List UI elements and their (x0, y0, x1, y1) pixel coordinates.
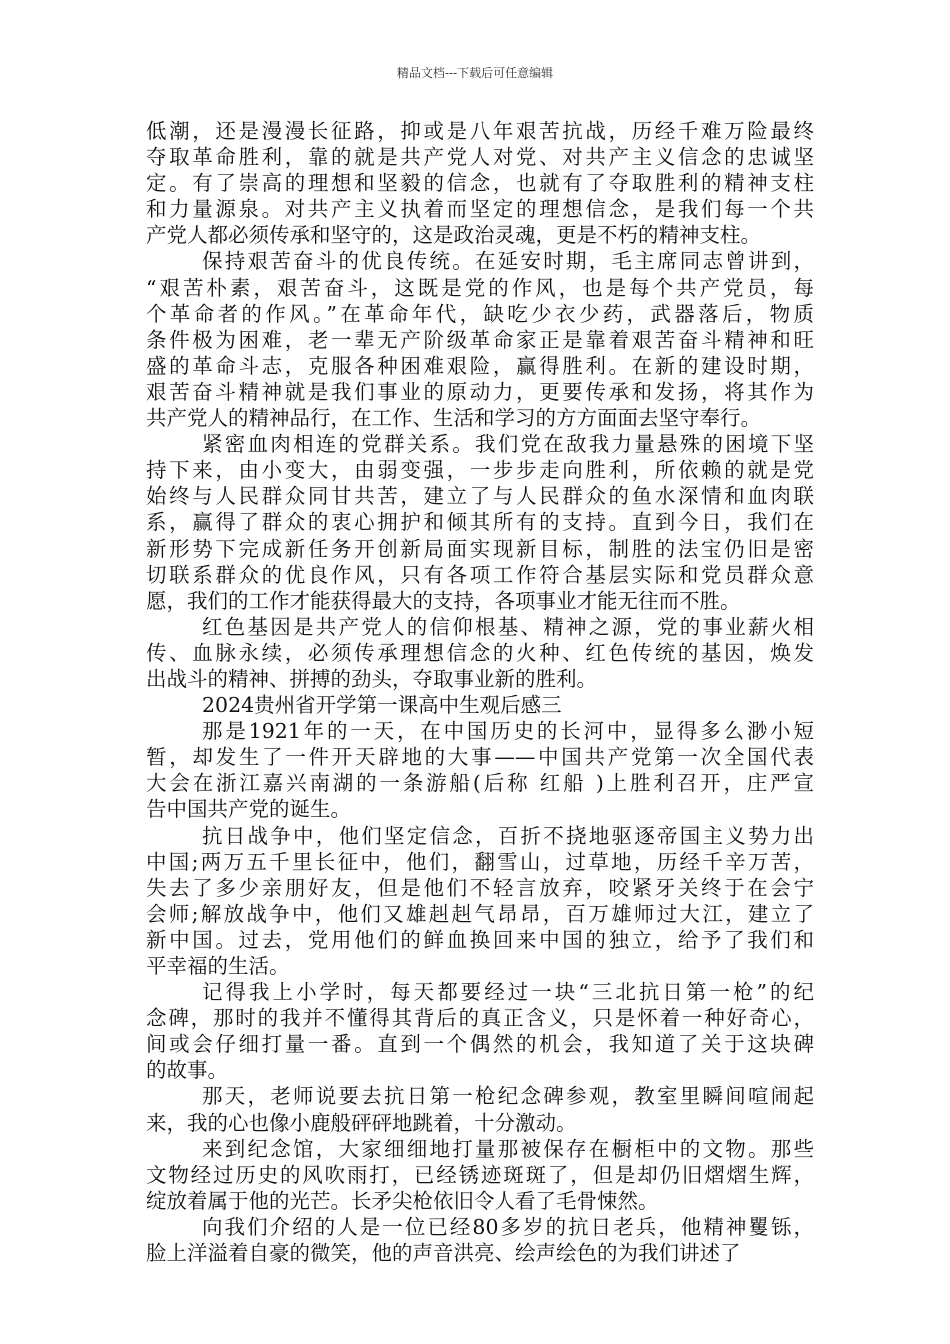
text-line: 间或会仔细打量一番。直到一个偶然的机会，我知道了关于这块碑 (146, 1032, 814, 1057)
text-line: 那是1921年的一天，在中国历史的长河中，显得多么渺小短 (202, 719, 814, 744)
paragraph (146, 979, 814, 1083)
paragraph (146, 614, 814, 692)
text-line: 艰苦奋斗精神就是我们事业的原动力，更要传承和发扬，将其作为 (146, 379, 814, 404)
text-line: 红色基因是共产党人的信仰根基、精神之源，党的事业薪火相 (202, 614, 814, 639)
text-line: 失去了多少亲朋好友，但是他们不轻言放弃，咬紧牙关终于在会宁 (146, 875, 814, 900)
text-line: 条件极为困难，老一辈无产阶级革命家正是靠着艰苦奋斗精神和旺 (146, 327, 814, 352)
text-line: 产党人都必须传承和坚守的，这是政治灵魂，更是不朽的精神支柱。 (146, 223, 761, 248)
text-line: 告中国共产党的诞生。 (146, 797, 351, 822)
text-line: 和力量源泉。对共产主义执着而坚定的理想信念，是我们每一个共 (146, 197, 814, 222)
text-line: 传、血脉永续，必须传承理想信念的火种、红色传统的基因，焕发 (146, 640, 814, 665)
text-line: 中国;两万五千里长征中，他们，翻雪山，过草地，历经千辛万苦， (146, 849, 814, 874)
paragraph (146, 823, 814, 980)
text-line: 文物经过历史的风吹雨打，已经锈迹斑斑了，但是却仍旧熠熠生辉， (146, 1162, 814, 1187)
paragraph (146, 1214, 814, 1266)
text-line: 盛的革命斗志，克服各种困难艰险，赢得胜利。在新的建设时期， (146, 353, 814, 378)
paragraph (146, 1136, 814, 1214)
text-line: 抗日战争中，他们坚定信念，百折不挠地驱逐帝国主义势力出 (202, 823, 814, 848)
text-line: 个革命者的作风。”在革命年代，缺吃少衣少药，武器落后，物质 (146, 301, 814, 326)
text-line: “艰苦朴素，艰苦奋斗，这既是党的作风，也是每个共产党员，每 (146, 275, 814, 300)
text-line: 新形势下完成新任务开创新局面实现新目标，制胜的法宝仍旧是密 (146, 536, 814, 561)
text-line: 始终与人民群众同甘共苦，建立了与人民群众的鱼水深情和血肉联 (146, 484, 814, 509)
text-line: 低潮，还是漫漫长征路，抑或是八年艰苦抗战，历经千难万险最终 (146, 119, 814, 143)
text-line: 持下来，由小变大，由弱变强，一步步走向胜利，所依赖的就是党 (146, 458, 814, 483)
text-line: 来到纪念馆，大家细细地打量那被保存在橱柜中的文物。那些 (202, 1136, 814, 1161)
text-line: 平幸福的生活。 (146, 954, 290, 978)
paragraph (146, 431, 814, 614)
document-body (146, 118, 814, 1266)
text-line: 大会在浙江嘉兴南湖的一条游船(后称 红船 )上胜利召开，庄严宣 (146, 771, 814, 796)
text-line: 记得我上小学时，每天都要经过一块“三北抗日第一枪”的纪 (202, 980, 814, 1005)
paragraph (146, 118, 814, 248)
paragraph (146, 248, 814, 431)
text-line: 来，我的心也像小鹿般砰砰地跳着，十分激动。 (146, 1110, 577, 1135)
paragraph (146, 692, 814, 718)
text-line: 保持艰苦奋斗的优良传统。在延安时期，毛主席同志曾讲到， (202, 249, 814, 274)
text-line: 暂，却发生了一件开天辟地的大事——中国共产党第一次全国代表 (146, 745, 814, 770)
text-line: 共产党人的精神品行，在工作、生活和学习的方方面面去坚守奉行。 (146, 406, 761, 431)
text-line: 绽放着属于他的光芒。长矛尖枪依旧令人看了毛骨悚然。 (146, 1188, 659, 1213)
text-line: 念碑，那时的我并不懂得其背后的真正含义，只是怀着一种好奇心， (146, 1006, 814, 1031)
text-line: 2024贵州省开学第一课高中生观后感三 (202, 693, 562, 718)
text-line: 系，赢得了群众的衷心拥护和倾其所有的支持。直到今日，我们在 (146, 510, 814, 535)
paragraph (146, 718, 814, 822)
text-line: 新中国。过去，党用他们的鲜血换回来中国的独立，给予了我们和 (146, 927, 814, 952)
text-line: 夺取革命胜利，靠的就是共产党人对党、对共产主义信念的忠诚坚 (146, 145, 814, 170)
text-line: 愿，我们的工作才能获得最大的支持，各项事业才能无往而不胜。 (146, 588, 741, 613)
text-line: 紧密血肉相连的党群关系。我们党在敌我力量悬殊的困境下坚 (202, 432, 814, 457)
paragraph (146, 1083, 814, 1135)
text-line: 出战斗的精神、拼搏的劲头，夺取事业新的胜利。 (146, 666, 597, 691)
text-line: 那天，老师说要去抗日第一枪纪念碑参观，教室里瞬间喧闹起 (202, 1084, 814, 1109)
text-line: 定。有了崇高的理想和坚毅的信念，也就有了夺取胜利的精神支柱 (146, 171, 814, 196)
text-line: 向我们介绍的人是一位已经80多岁的抗日老兵，他精神矍铄， (202, 1214, 814, 1239)
page-header: 精品文档---下载后可任意编辑 (396, 66, 554, 80)
text-line: 会师;解放战争中，他们又雄赳赳气昂昂，百万雄师过大江，建立了 (146, 901, 814, 926)
text-line: 脸上洋溢着自豪的微笑，他的声音洪亮、绘声绘色的为我们讲述了 (146, 1241, 741, 1266)
text-line: 切联系群众的优良作风，只有各项工作符合基层实际和党员群众意 (146, 562, 814, 587)
text-line: 的故事。 (146, 1058, 228, 1083)
